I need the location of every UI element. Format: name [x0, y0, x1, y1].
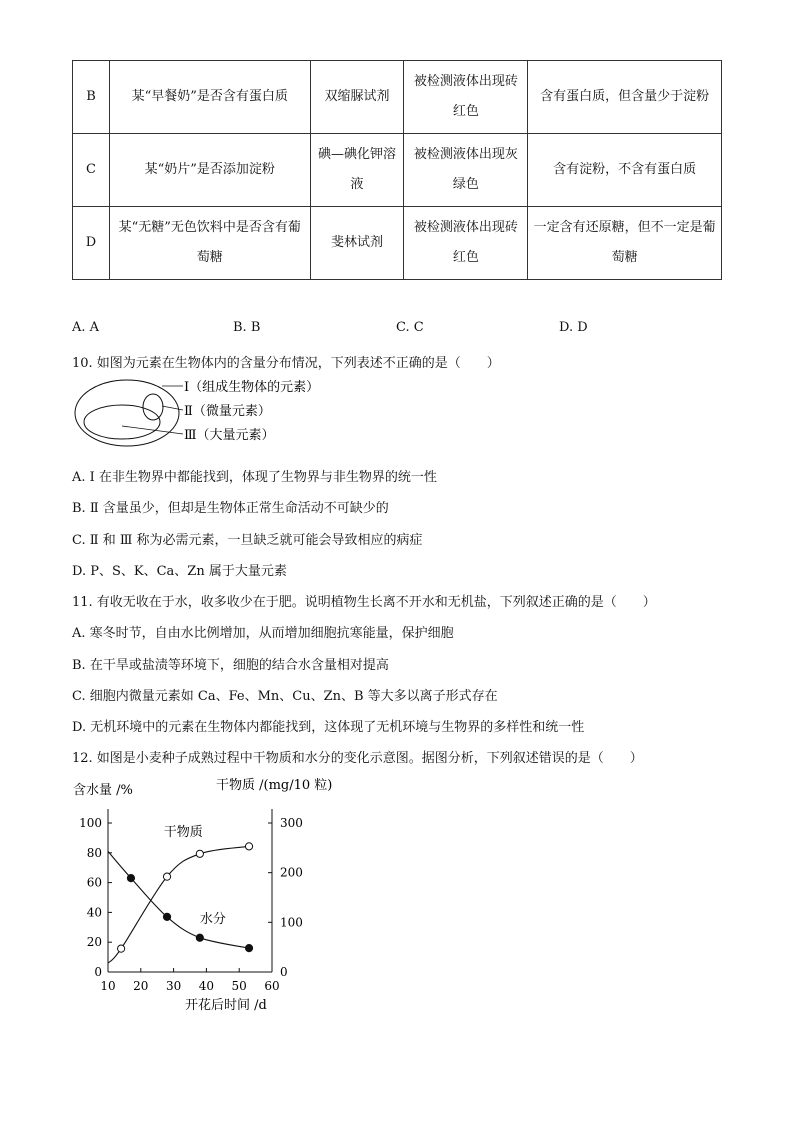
y-right-tick-label: 200	[280, 865, 303, 880]
x-tick-label: 40	[198, 979, 215, 993]
y-left-tick-label: 60	[86, 875, 102, 890]
dry-matter-line	[108, 846, 249, 963]
leader-ii	[162, 406, 183, 410]
q11-option-d[interactable]: D. 无机环境中的元素在生物体内都能找到，这体现了无机环境与生物界的多样性和统一性	[72, 720, 585, 735]
dry-matter-point	[196, 850, 203, 857]
water-point	[127, 875, 134, 882]
label-iii: Ⅲ（大量元素）	[184, 428, 275, 443]
x-axis-label: 开花后时间 /d	[185, 998, 267, 1013]
x-tick-label: 60	[264, 979, 280, 993]
y-left-tick-label: 0	[94, 965, 102, 979]
option-d[interactable]: D. D	[559, 320, 588, 335]
y-left-tick-label: 20	[86, 935, 102, 950]
experiment-table	[72, 60, 722, 280]
option-c[interactable]: C. C	[396, 320, 424, 335]
water-line	[108, 851, 249, 948]
element-venn-diagram	[70, 376, 360, 450]
row-result: 被检测液体出现砖红色	[404, 61, 528, 134]
water-point	[196, 934, 203, 941]
water-point	[245, 945, 252, 952]
question-12-stem: 12. 如图是小麦种子成熟过程中干物质和水分的变化示意图。据图分析，下列叙述错误的是（ ）	[72, 751, 643, 766]
row-item: 某“奶片”是否添加淀粉	[109, 134, 310, 207]
y-right-tick-label: 0	[280, 965, 288, 979]
row-conclusion: 一定含有还原糖，但不一定是葡萄糖	[528, 207, 722, 280]
ellipse-ii	[143, 394, 163, 420]
row-reagent: 双缩脲试剂	[310, 61, 404, 134]
row-id: B	[73, 61, 110, 134]
y-left-label: 含水量 /%	[73, 783, 133, 798]
y-right-label: 干物质 /(mg/10 粒)	[216, 778, 333, 793]
question-11-stem: 11. 有收无收在于水，收多收少在于肥。说明植物生长离不开水和无机盐，下列叙述正确的是（ ）	[72, 595, 656, 610]
y-left-tick-label: 80	[86, 845, 102, 860]
row-result: 被检测液体出现砖红色	[404, 207, 528, 280]
row-reagent: 斐林试剂	[310, 207, 404, 280]
option-a[interactable]: A. A	[72, 320, 100, 335]
dry-matter-point	[163, 873, 170, 880]
ellipse-i	[75, 380, 179, 446]
q11-option-a[interactable]: A. 寒冬时节，自由水比例增加，从而增加细胞抗寒能量，保护细胞	[72, 626, 454, 641]
q10-option-d[interactable]: D. P、S、K、Ca、Zn 属于大量元素	[72, 564, 287, 579]
series-label-water: 水分	[199, 911, 226, 927]
row-item: 某“早餐奶”是否含有蛋白质	[109, 61, 310, 134]
row-id: D	[73, 207, 110, 280]
row-reagent: 碘—碘化钾溶液	[310, 134, 404, 207]
x-tick-label: 20	[133, 979, 149, 993]
y-right-tick-label: 100	[280, 915, 303, 930]
label-ii: Ⅱ（微量元素）	[184, 404, 271, 419]
y-right-tick-label: 300	[280, 816, 303, 830]
y-left-tick-label: 100	[79, 816, 102, 830]
x-tick-label: 50	[231, 979, 247, 993]
series-label-dry-matter: 干物质	[163, 824, 203, 840]
q10-option-c[interactable]: C. Ⅱ 和 Ⅲ 称为必需元素，一旦缺乏就可能会导致相应的病症	[72, 533, 423, 548]
q10-option-a[interactable]: A. Ⅰ 在非生物界中都能找到，体现了生物界与非生物界的统一性	[72, 470, 437, 485]
dry-matter-point	[245, 843, 252, 850]
wheat-seed-chart	[60, 774, 360, 1024]
table-row	[73, 207, 722, 280]
row-result: 被检测液体出现灰绿色	[404, 134, 528, 207]
water-point	[163, 913, 170, 920]
question-10-stem: 10. 如图为元素在生物体内的含量分布情况，下列表述不正确的是（ ）	[72, 356, 500, 371]
label-i: Ⅰ（组成生物体的元素）	[184, 380, 320, 395]
table-row	[73, 61, 722, 134]
option-b[interactable]: B. B	[233, 320, 261, 335]
plot-marks	[108, 824, 253, 963]
q10-option-b[interactable]: B. Ⅱ 含量虽少，但却是生物体正常生命活动不可缺少的	[72, 501, 389, 516]
table-row	[73, 134, 722, 207]
dry-matter-point	[118, 945, 125, 952]
q11-option-c[interactable]: C. 细胞内微量元素如 Ca、Fe、Mn、Cu、Zn、B 等大多以离子形式存在	[72, 689, 498, 704]
row-item: 某“无糖”无色饮料中是否含有葡萄糖	[109, 207, 310, 280]
row-conclusion: 含有淀粉，不含有蛋白质	[528, 134, 722, 207]
ellipse-iii	[84, 405, 160, 439]
row-id: C	[73, 134, 110, 207]
x-tick-label: 10	[100, 979, 116, 993]
q11-option-b[interactable]: B. 在干旱或盐渍等环境下，细胞的结合水含量相对提高	[72, 658, 389, 673]
x-tick-label: 30	[165, 979, 182, 993]
row-conclusion: 含有蛋白质，但含量少于淀粉	[528, 61, 722, 134]
y-left-tick-label: 40	[86, 905, 102, 920]
